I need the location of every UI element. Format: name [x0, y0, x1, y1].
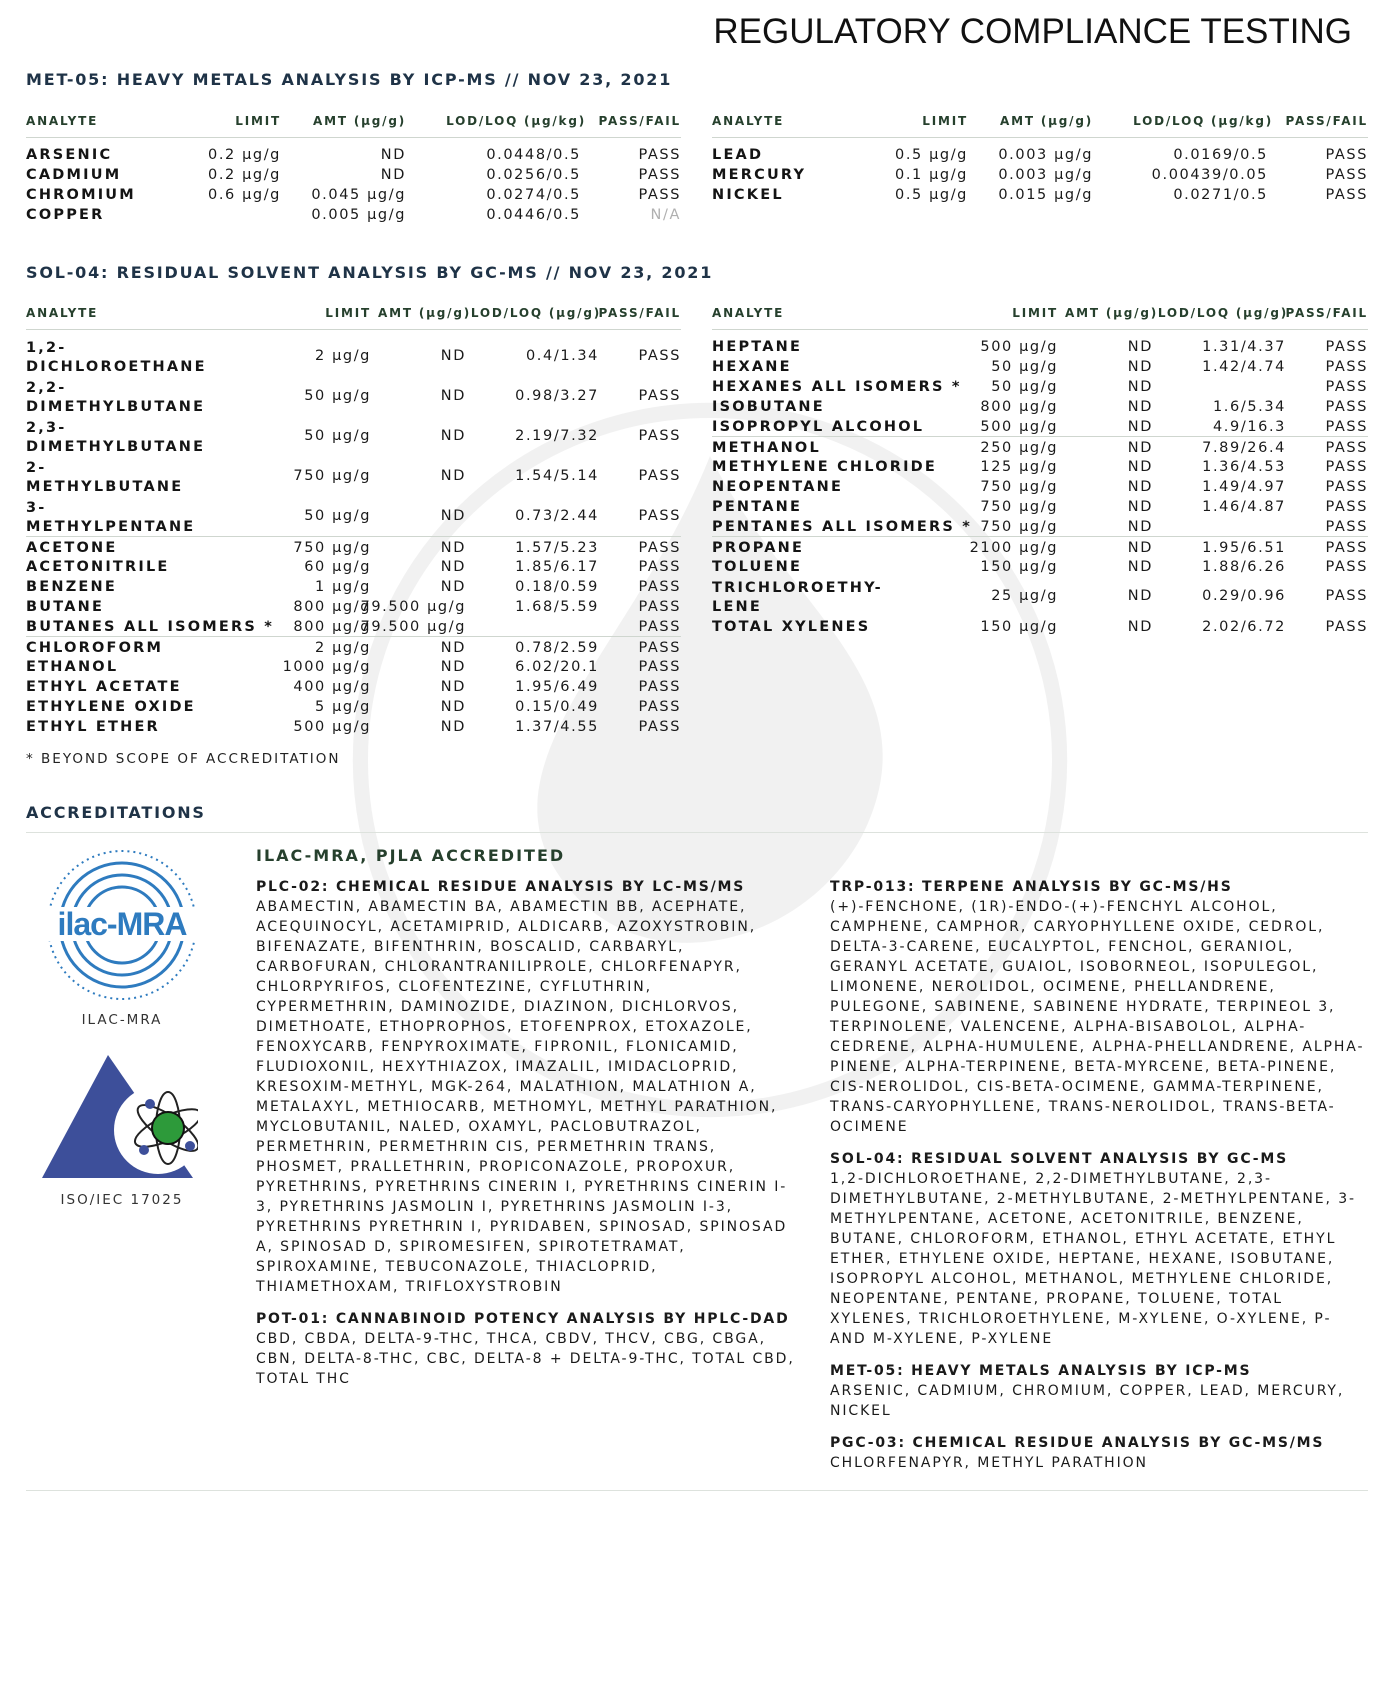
lod-loq-cell: 2.02/6.72 [1202, 619, 1286, 635]
method-list: (+)-FENCHONE, (1R)-ENDO-(+)-FENCHYL ALCOHOL, CAMPHENE, CAMPHOR, CARYOPHYLLENE OXIDE, CEDROL, DELTA-3-CARENE, EUCALYPTOL, FENCHOL, GERANIOL, GERANYL ACETATE, GUAIOL, ISOBORNEOL, ISOPULEGOL, LIMONENE, NEROLIDOL, OCIMENE, PHELLANDRENE, PULEGONE, SABINENE, SABINENE HYDRATE, TERPINEOL 3, TERPINOLENE, VALENCENE, ALPHA-BISABOLOL, ALPHA-CEDRENE, ALPHA-HUMULENE, ALPHA-PHELLANDRENE, ALPHA-PINENE, ALPHA-TERPINENE, BETA-MYRCENE, BETA-PINENE, CIS-NEROLIDOL, CIS-BETA-OCIMENE, GAMMA-TERPINENE, TRANS-CARYOPHYLLENE, TRANS-NEROLIDOL, TRANS-BETA-OCIMENE [830, 899, 1365, 1135]
table-row [712, 356, 1368, 376]
limit-cell: 500 μg/g [980, 419, 1058, 435]
analyte-cell: HEXANES ALL ISOMERS * [712, 379, 962, 395]
amount-cell: ND [1127, 339, 1153, 355]
lod-loq-cell: 1.68/5.59 [515, 599, 599, 615]
analyte-cell: ACETONITRILE [26, 559, 170, 575]
table-header [712, 292, 1368, 330]
lod-loq-cell: 6.02/20.1 [515, 659, 599, 675]
sol04-table-left [26, 292, 681, 736]
amount-cell: ND [1127, 419, 1153, 435]
document-title: REGULATORY COMPLIANCE TESTING [713, 12, 1352, 51]
analyte-cell: CHROMIUM [26, 187, 136, 203]
lod-loq-cell: 0.0446/0.5 [486, 207, 581, 223]
table-body [712, 330, 1368, 636]
table-row [712, 536, 1368, 556]
limit-cell: 2 μg/g [315, 348, 371, 364]
pass-fail-cell: PASS [638, 348, 681, 364]
lod-loq-cell: 0.0274/0.5 [486, 187, 581, 203]
accreditations-title: ACCREDITATIONS [26, 803, 206, 822]
accreditation-heading: ILAC-MRA, PJLA ACCREDITED [256, 846, 566, 865]
table-row [712, 184, 1368, 204]
method-list: CBD, CBDA, DELTA-9-THC, THCA, CBDV, THCV, CBG, CBGA, CBN, DELTA-8-THC, CBC, DELTA-8 + DELTA-9-THC, TOTAL CBD, TOTAL THC [256, 1331, 795, 1387]
limit-cell: 25 μg/g [991, 588, 1058, 604]
limit-cell: 50 μg/g [991, 359, 1058, 375]
pass-fail-cell: PASS [1325, 147, 1368, 163]
table-row [26, 496, 681, 536]
divider [26, 832, 1368, 833]
method-list: 1,2-DICHLOROETHANE, 2,2-DIMETHYLBUTANE, 2,3-DIMETHYLBUTANE, 2-METHYLBUTANE, 2-METHYLPENTANE, 3-METHYLPENTANE, ACETONE, ACETONITRILE, BENZENE, BUTANE, CHLOROFORM, ETHANOL, ETHYL ACETATE, ETHYL ETHER, ETHYLENE OXIDE, HEPTANE, HEXANE, ISOBUTANE, ISOPROPYL ALCOHOL, METHANOL, METHYLENE CHLORIDE, NEOPENTANE, PENTANE, PROPANE, TOLUENE, TOTAL XYLENES, TRICHLOROETHYLENE, M-XYLENE, O-XYLENE, P- AND M-XYLENE, P-XYLENE [830, 1171, 1356, 1347]
table-row [712, 396, 1368, 416]
analyte-cell: PENTANES ALL ISOMERS * [712, 519, 973, 535]
lod-loq-cell: 0.98/3.27 [515, 388, 599, 404]
analyte-cell: PROPANE [712, 540, 805, 556]
column-header: ANALYTE [712, 114, 785, 128]
column-header: LOD/LOQ (μg/g) [470, 306, 601, 320]
pass-fail-cell: PASS [1325, 339, 1368, 355]
analyte-cell: HEXANE [712, 359, 792, 375]
column-header: LIMIT [235, 114, 281, 128]
pass-fail-cell: PASS [638, 388, 681, 404]
table-row [712, 616, 1368, 636]
limit-cell: 2 μg/g [315, 640, 371, 656]
table-row [26, 576, 681, 596]
pass-fail-cell: PASS [638, 619, 681, 635]
analyte-cell: 1,2-DICHLOROETHANE [26, 340, 207, 375]
lod-loq-cell: 1.49/4.97 [1202, 479, 1286, 495]
analyte-cell: CADMIUM [26, 167, 122, 183]
column-header: PASS/FAIL [598, 306, 681, 320]
limit-cell: 60 μg/g [304, 559, 371, 575]
column-header: LIMIT [325, 306, 371, 320]
method-list: CHLORFENAPYR, METHYL PARATHION [830, 1455, 1148, 1471]
method-list: ARSENIC, CADMIUM, CHROMIUM, COPPER, LEAD, MERCURY, NICKEL [830, 1383, 1345, 1419]
analyte-cell: BUTANE [26, 599, 105, 615]
pass-fail-cell: PASS [638, 428, 681, 444]
column-header: PASS/FAIL [598, 114, 681, 128]
column-header: LIMIT [1012, 306, 1058, 320]
amount-cell: ND [440, 388, 466, 404]
amount-cell: ND [1127, 559, 1153, 575]
sol04-title: SOL-04: RESIDUAL SOLVENT ANALYSIS BY GC-MS // NOV 23, 2021 [26, 263, 714, 282]
limit-cell: 0.2 μg/g [208, 167, 281, 183]
pass-fail-cell: PASS [1325, 399, 1368, 415]
table-row [26, 696, 681, 716]
limit-cell: 500 μg/g [980, 339, 1058, 355]
lod-loq-cell: 4.9/16.3 [1212, 419, 1286, 435]
limit-cell: 750 μg/g [293, 540, 371, 556]
sol04-table-right [712, 292, 1368, 636]
limit-cell: 5 μg/g [315, 699, 371, 715]
pass-fail-cell: PASS [1325, 619, 1368, 635]
analyte-cell: NEOPENTANE [712, 479, 844, 495]
analyte-cell: TOTAL XYLENES [712, 619, 871, 635]
analyte-cell: 3-METHYLPENTANE [26, 500, 196, 535]
column-header: LOD/LOQ (μg/kg) [446, 114, 586, 128]
lod-loq-cell: 1.54/5.14 [515, 468, 599, 484]
table-row [712, 476, 1368, 496]
amount-cell: ND [1127, 479, 1153, 495]
amount-cell: ND [1127, 619, 1153, 635]
lod-loq-cell: 7.89/26.4 [1202, 440, 1286, 456]
analyte-cell: ETHANOL [26, 659, 119, 675]
column-header: AMT (μg/g) [1065, 306, 1158, 320]
analyte-cell: ARSENIC [26, 147, 113, 163]
analyte-cell: HEPTANE [712, 339, 803, 355]
amount-cell: ND [1127, 379, 1153, 395]
lod-loq-cell: 2.19/7.32 [515, 428, 599, 444]
amount-cell: ND [440, 659, 466, 675]
analyte-cell: METHYLENE CHLORIDE [712, 459, 938, 475]
limit-cell: 750 μg/g [293, 468, 371, 484]
analyte-cell: ETHYL ACETATE [26, 679, 182, 695]
table-row [712, 576, 1368, 616]
analyte-cell: TOLUENE [712, 559, 803, 575]
analyte-cell: ACETONE [26, 540, 118, 556]
method-block [830, 1361, 1365, 1421]
limit-cell: 400 μg/g [293, 679, 371, 695]
limit-cell: 50 μg/g [991, 379, 1058, 395]
amount-cell: ND [440, 508, 466, 524]
pass-fail-cell: N/A [650, 207, 681, 223]
limit-cell: 750 μg/g [980, 499, 1058, 515]
table-row [26, 716, 681, 736]
met05-table-right [712, 100, 1368, 204]
amount-cell: ND [440, 579, 466, 595]
pass-fail-cell: PASS [638, 508, 681, 524]
limit-cell: 800 μg/g [980, 399, 1058, 415]
pass-fail-cell: PASS [638, 167, 681, 183]
analyte-cell: ISOBUTANE [712, 399, 825, 415]
table-row [712, 516, 1368, 536]
column-header: ANALYTE [26, 114, 99, 128]
table-row [26, 556, 681, 576]
limit-cell: 750 μg/g [980, 479, 1058, 495]
table-header [712, 100, 1368, 138]
svg-text:ilac-MRA: ilac-MRA [57, 906, 187, 942]
lod-loq-cell: 1.85/6.17 [515, 559, 599, 575]
analyte-cell: ISOPROPYL ALCOHOL [712, 419, 925, 435]
pass-fail-cell: PASS [638, 599, 681, 615]
limit-cell: 800 μg/g [293, 599, 371, 615]
bottom-divider [26, 1490, 1368, 1491]
table-row [712, 416, 1368, 436]
analyte-cell: CHLOROFORM [26, 640, 164, 656]
amount-cell: ND [440, 699, 466, 715]
pass-fail-cell: PASS [1325, 379, 1368, 395]
column-header: LOD/LOQ (μg/kg) [1133, 114, 1273, 128]
met05-table-left [26, 100, 681, 224]
pass-fail-cell: PASS [638, 640, 681, 656]
table-row [26, 616, 681, 636]
lod-loq-cell: 1.42/4.74 [1202, 359, 1286, 375]
analyte-cell: METHANOL [712, 440, 821, 456]
pass-fail-cell: PASS [638, 699, 681, 715]
column-header: PASS/FAIL [1285, 114, 1368, 128]
table-row [26, 456, 681, 496]
amount-cell: 79.500 μg/g [360, 619, 466, 635]
amount-cell: ND [380, 147, 406, 163]
table-row [712, 556, 1368, 576]
amount-cell: ND [1127, 499, 1153, 515]
analyte-cell: MERCURY [712, 167, 807, 183]
lod-loq-cell: 1.88/6.26 [1202, 559, 1286, 575]
lod-loq-cell: 1.36/4.53 [1202, 459, 1286, 475]
method-title: TRP-013: TERPENE ANALYSIS BY GC-MS/HS [830, 879, 1233, 895]
limit-cell: 0.6 μg/g [208, 187, 281, 203]
table-row [712, 144, 1368, 164]
lod-loq-cell: 1.37/4.55 [515, 719, 599, 735]
iso-label: ISO/IEC 17025 [60, 1192, 184, 1208]
amount-cell: ND [440, 679, 466, 695]
lod-loq-cell: 0.18/0.59 [515, 579, 599, 595]
pass-fail-cell: PASS [638, 719, 681, 735]
lod-loq-cell: 1.46/4.87 [1202, 499, 1286, 515]
pass-fail-cell: PASS [638, 147, 681, 163]
limit-cell: 500 μg/g [293, 719, 371, 735]
analyte-cell: ETHYLENE OXIDE [26, 699, 196, 715]
table-row [26, 204, 681, 224]
column-header: ANALYTE [26, 306, 99, 320]
amount-cell: ND [440, 559, 466, 575]
column-header: LOD/LOQ (μg/g) [1157, 306, 1288, 320]
method-block [256, 877, 796, 1297]
analyte-cell: COPPER [26, 207, 105, 223]
table-row [26, 536, 681, 556]
table-row [26, 164, 681, 184]
iso-17025-logo [38, 1050, 198, 1180]
method-title: PGC-03: CHEMICAL RESIDUE ANALYSIS BY GC-MS/MS [830, 1435, 1325, 1451]
analyte-cell: ETHYL ETHER [26, 719, 160, 735]
limit-cell: 0.5 μg/g [895, 187, 968, 203]
amount-cell: ND [1127, 359, 1153, 375]
limit-cell: 0.2 μg/g [208, 147, 281, 163]
amount-cell: 0.003 μg/g [998, 147, 1093, 163]
analyte-cell: BUTANES ALL ISOMERS * [26, 619, 275, 635]
table-body [712, 138, 1368, 204]
amount-cell: ND [440, 719, 466, 735]
lod-loq-cell: 0.0271/0.5 [1173, 187, 1268, 203]
pass-fail-cell: PASS [638, 679, 681, 695]
table-row [26, 416, 681, 456]
table-row [26, 656, 681, 676]
table-header [26, 292, 681, 330]
table-row [712, 336, 1368, 356]
pass-fail-cell: PASS [1325, 440, 1368, 456]
pass-fail-cell: PASS [1325, 499, 1368, 515]
method-title: SOL-04: RESIDUAL SOLVENT ANALYSIS BY GC-MS [830, 1151, 1288, 1167]
amount-cell: 79.500 μg/g [360, 599, 466, 615]
table-row [26, 676, 681, 696]
column-header: LIMIT [922, 114, 968, 128]
pass-fail-cell: PASS [1325, 359, 1368, 375]
pass-fail-cell: PASS [1325, 419, 1368, 435]
analyte-cell: 2-METHYLBUTANE [26, 460, 184, 495]
table-row [712, 376, 1368, 396]
table-row [26, 596, 681, 616]
lod-loq-cell: 0.73/2.44 [515, 508, 599, 524]
table-header [26, 100, 681, 138]
lod-loq-cell: 1.57/5.23 [515, 540, 599, 556]
limit-cell: 0.1 μg/g [895, 167, 968, 183]
lod-loq-cell: 1.6/5.34 [1212, 399, 1286, 415]
lod-loq-cell: 0.00439/0.05 [1151, 167, 1268, 183]
limit-cell: 250 μg/g [980, 440, 1058, 456]
table-body [26, 330, 681, 736]
pass-fail-cell: PASS [638, 559, 681, 575]
pass-fail-cell: PASS [638, 468, 681, 484]
table-row [26, 184, 681, 204]
footnote: * BEYOND SCOPE OF ACCREDITATION [26, 751, 341, 767]
column-header: AMT (μg/g) [1000, 114, 1093, 128]
pass-fail-cell: PASS [1325, 588, 1368, 604]
limit-cell: 0.5 μg/g [895, 147, 968, 163]
pass-fail-cell: PASS [638, 659, 681, 675]
pass-fail-cell: PASS [638, 187, 681, 203]
limit-cell: 50 μg/g [304, 428, 371, 444]
lod-loq-cell: 0.78/2.59 [515, 640, 599, 656]
amount-cell: 0.003 μg/g [998, 167, 1093, 183]
column-header: AMT (μg/g) [378, 306, 471, 320]
amount-cell: ND [1127, 440, 1153, 456]
method-block [256, 1309, 796, 1389]
method-list: ABAMECTIN, ABAMECTIN BA, ABAMECTIN BB, ACEPHATE, ACEQUINOCYL, ACETAMIPRID, ALDICARB, AZOXYSTROBIN, BIFENAZATE, BIFENTHRIN, BOSCALID, CARBARYL, CARBOFURAN, CHLORANTRANILIPROLE, CHLORFENAPYR, CHLORPYRIFOS, CLOFENTEZINE, CYFLUTHRIN, CYPERMETHRIN, DAMINOZIDE, DIAZINON, DICHLORVOS, DIMETHOATE, ETHOPROPHOS, ETOFENPROX, ETOXAZOLE, FENOXYCARB, FENPYROXIMATE, FIPRONIL, FLONICAMID, FLUDIOXONIL, HEXYTHIAZOX, IMAZALIL, IMIDACLOPRID, KRESOXIM-METHYL, MGK-264, MALATHION, MALATHION A, METALAXYL, METHIOCARB, METHOMYL, METHYL PARATHION, MYCLOBUTANIL, NALED, OXAMYL, PACLOBUTRAZOL, PERMETHRIN, PERMETHRIN CIS, PERMETHRIN TRANS, PHOSMET, PRALLETHRIN, PROPICONAZOLE, PROPOXUR, PYRETHRINS, PYRETHRINS CINERIN I, PYRETHRINS CINERIN I-3, PYRETHRINS JASMOLIN I, PYRETHRINS JASMOLIN I-3, PYRETHRINS PYRETHRIN I, PYRIDABEN, SPINOSAD, SPINOSAD A, SPINOSAD D, SPIROMESIFEN, SPIROTETRAMAT, SPIROXAMINE, TEBUCONAZOLE, THIACLOPRID, THIAMETHOXAM, TRIFLOXYSTROBIN [256, 899, 788, 1295]
method-title: POT-01: CANNABINOID POTENCY ANALYSIS BY HPLC-DAD [256, 1311, 790, 1327]
pass-fail-cell: PASS [1325, 519, 1368, 535]
amount-cell: ND [380, 167, 406, 183]
table-row [26, 336, 681, 376]
analyte-cell: PENTANE [712, 499, 803, 515]
table-row [712, 164, 1368, 184]
pass-fail-cell: PASS [1325, 559, 1368, 575]
analyte-cell: BENZENE [26, 579, 117, 595]
analyte-cell: LEAD [712, 147, 764, 163]
met05-title: MET-05: HEAVY METALS ANALYSIS BY ICP-MS // NOV 23, 2021 [26, 70, 673, 89]
limit-cell: 150 μg/g [980, 619, 1058, 635]
analyte-cell: TRICHLOROETHY-LENE [712, 580, 883, 615]
analyte-cell: 2,2-DIMETHYLBUTANE [26, 380, 206, 415]
ilac-mra-logo [40, 845, 205, 1005]
amount-cell: 0.005 μg/g [311, 207, 406, 223]
column-header: AMT (μg/g) [313, 114, 406, 128]
method-block [830, 877, 1365, 1137]
method-block [830, 1433, 1365, 1473]
table-row [712, 496, 1368, 516]
table-body [26, 138, 681, 224]
pass-fail-cell: PASS [638, 579, 681, 595]
table-row [26, 376, 681, 416]
ilac-mra-label: ILAC-MRA [81, 1012, 163, 1028]
amount-cell: ND [440, 540, 466, 556]
lod-loq-cell: 0.0169/0.5 [1173, 147, 1268, 163]
amount-cell: 0.015 μg/g [998, 187, 1093, 203]
lod-loq-cell: 1.95/6.49 [515, 679, 599, 695]
method-title: PLC-02: CHEMICAL RESIDUE ANALYSIS BY LC-MS/MS [256, 879, 746, 895]
lod-loq-cell: 0.0448/0.5 [486, 147, 581, 163]
table-row [712, 436, 1368, 456]
lod-loq-cell: 1.31/4.37 [1202, 339, 1286, 355]
limit-cell: 125 μg/g [980, 459, 1058, 475]
table-row [712, 456, 1368, 476]
amount-cell: ND [440, 468, 466, 484]
limit-cell: 1000 μg/g [282, 659, 371, 675]
amount-cell: ND [440, 428, 466, 444]
lod-loq-cell: 0.0256/0.5 [486, 167, 581, 183]
amount-cell: ND [1127, 540, 1153, 556]
amount-cell: ND [1127, 519, 1153, 535]
limit-cell: 50 μg/g [304, 388, 371, 404]
lod-loq-cell: 0.29/0.96 [1202, 588, 1286, 604]
analyte-cell: 2,3-DIMETHYLBUTANE [26, 420, 206, 455]
amount-cell: ND [440, 348, 466, 364]
limit-cell: 2100 μg/g [969, 540, 1058, 556]
analyte-cell: NICKEL [712, 187, 784, 203]
column-header: PASS/FAIL [1285, 306, 1368, 320]
pass-fail-cell: PASS [638, 540, 681, 556]
limit-cell: 1 μg/g [315, 579, 371, 595]
limit-cell: 50 μg/g [304, 508, 371, 524]
amount-cell: ND [1127, 399, 1153, 415]
lod-loq-cell: 1.95/6.51 [1202, 540, 1286, 556]
pass-fail-cell: PASS [1325, 479, 1368, 495]
amount-cell: ND [440, 640, 466, 656]
pass-fail-cell: PASS [1325, 167, 1368, 183]
method-title: MET-05: HEAVY METALS ANALYSIS BY ICP-MS [830, 1363, 1252, 1379]
amount-cell: 0.045 μg/g [311, 187, 406, 203]
lod-loq-cell: 0.15/0.49 [515, 699, 599, 715]
limit-cell: 800 μg/g [293, 619, 371, 635]
limit-cell: 150 μg/g [980, 559, 1058, 575]
lod-loq-cell: 0.4/1.34 [525, 348, 599, 364]
column-header: ANALYTE [712, 306, 785, 320]
method-block [830, 1149, 1365, 1349]
pass-fail-cell: PASS [1325, 540, 1368, 556]
pass-fail-cell: PASS [1325, 187, 1368, 203]
amount-cell: ND [1127, 459, 1153, 475]
table-row [26, 144, 681, 164]
limit-cell: 750 μg/g [980, 519, 1058, 535]
table-row [26, 636, 681, 656]
amount-cell: ND [1127, 588, 1153, 604]
pass-fail-cell: PASS [1325, 459, 1368, 475]
